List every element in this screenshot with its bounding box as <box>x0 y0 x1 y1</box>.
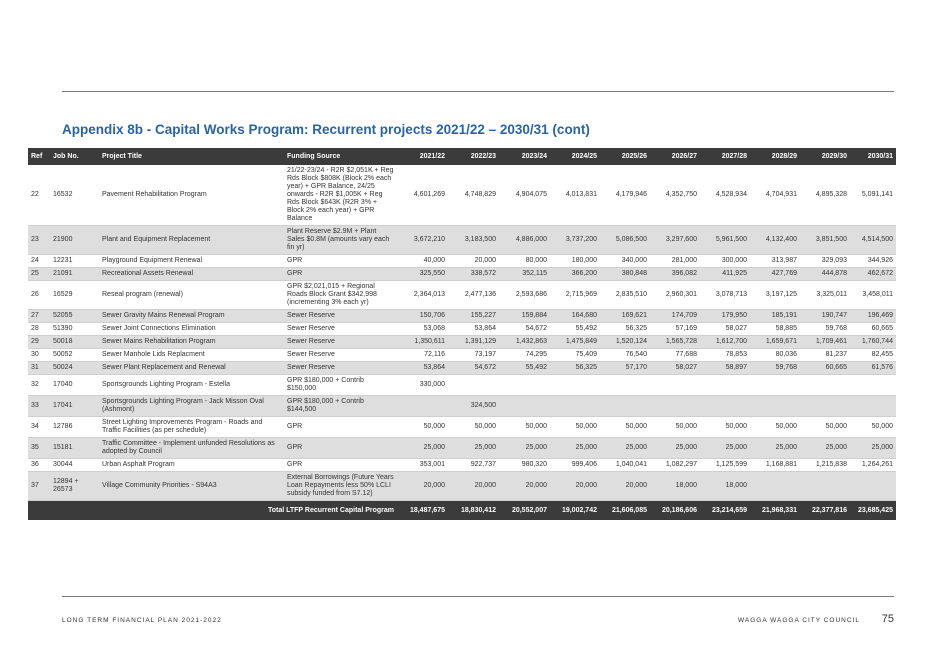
ref-cell: 22 <box>28 165 50 226</box>
year-value-cell: 53,864 <box>397 362 448 375</box>
year-value-cell: 18,000 <box>700 472 750 501</box>
year-value-cell: 59,768 <box>800 323 850 336</box>
table-row <box>28 396 896 417</box>
year-value-cell <box>499 375 550 396</box>
capital-works-table <box>28 148 896 520</box>
year-value-cell: 396,082 <box>650 268 700 281</box>
funding-source-cell: GPR <box>284 459 397 472</box>
year-value-cell: 338,572 <box>448 268 499 281</box>
year-value-cell: 366,200 <box>550 268 600 281</box>
job-number-cell: 30044 <box>50 459 99 472</box>
total-value: 18,830,412 <box>448 501 499 521</box>
job-number-cell: 16529 <box>50 281 99 310</box>
year-value-cell: 3,737,200 <box>550 226 600 255</box>
year-value-cell: 18,000 <box>650 472 700 501</box>
year-value-cell: 50,000 <box>750 417 800 438</box>
column-header: 2027/28 <box>700 148 750 165</box>
year-value-cell: 3,325,011 <box>800 281 850 310</box>
year-value-cell: 169,621 <box>600 310 650 323</box>
year-value-cell: 150,706 <box>397 310 448 323</box>
year-value-cell <box>850 396 896 417</box>
year-value-cell: 73,197 <box>448 349 499 362</box>
footer-council-name: WAGGA WAGGA CITY COUNCIL <box>738 617 860 624</box>
year-value-cell: 82,455 <box>850 349 896 362</box>
year-value-cell: 3,183,500 <box>448 226 499 255</box>
column-header: 2030/31 <box>850 148 896 165</box>
column-header: Project Title <box>99 148 284 165</box>
year-value-cell: 57,169 <box>650 323 700 336</box>
year-value-cell <box>550 396 600 417</box>
year-value-cell: 1,391,129 <box>448 336 499 349</box>
year-value-cell: 4,179,946 <box>600 165 650 226</box>
year-value-cell: 5,086,500 <box>600 226 650 255</box>
job-number-cell: 17040 <box>50 375 99 396</box>
column-header: 2026/27 <box>650 148 700 165</box>
year-value-cell <box>850 375 896 396</box>
year-value-cell: 58,027 <box>700 323 750 336</box>
year-value-cell: 20,000 <box>448 472 499 501</box>
ref-cell: 30 <box>28 349 50 362</box>
table-row <box>28 310 896 323</box>
column-header: Job No. <box>50 148 99 165</box>
table-row <box>28 268 896 281</box>
total-value: 23,214,659 <box>700 501 750 521</box>
year-value-cell: 55,492 <box>499 362 550 375</box>
year-value-cell: 58,897 <box>700 362 750 375</box>
year-value-cell: 185,191 <box>750 310 800 323</box>
project-title-cell: Sewer Plant Replacement and Renewal <box>99 362 284 375</box>
year-value-cell: 50,000 <box>800 417 850 438</box>
year-value-cell: 20,000 <box>499 472 550 501</box>
ref-cell: 23 <box>28 226 50 255</box>
year-value-cell: 325,550 <box>397 268 448 281</box>
year-value-cell: 3,078,713 <box>700 281 750 310</box>
ref-cell: 24 <box>28 255 50 268</box>
ref-cell: 33 <box>28 396 50 417</box>
year-value-cell: 2,835,510 <box>600 281 650 310</box>
project-title-cell: Reseal program (renewal) <box>99 281 284 310</box>
total-value: 18,487,675 <box>397 501 448 521</box>
year-value-cell: 1,040,041 <box>600 459 650 472</box>
ref-cell: 26 <box>28 281 50 310</box>
year-value-cell: 3,458,011 <box>850 281 896 310</box>
year-value-cell: 4,904,075 <box>499 165 550 226</box>
year-value-cell <box>700 375 750 396</box>
year-value-cell: 427,769 <box>750 268 800 281</box>
year-value-cell: 4,132,400 <box>750 226 800 255</box>
year-value-cell: 3,297,600 <box>650 226 700 255</box>
project-title-cell: Traffic Committee - Implement unfunded Resolutions as adopted by Council <box>99 438 284 459</box>
year-value-cell: 4,514,500 <box>850 226 896 255</box>
year-value-cell: 179,950 <box>700 310 750 323</box>
year-value-cell: 380,848 <box>600 268 650 281</box>
funding-source-cell: GPR <box>284 268 397 281</box>
total-value: 19,002,742 <box>550 501 600 521</box>
table-row <box>28 336 896 349</box>
total-value: 23,685,425 <box>850 501 896 521</box>
year-value-cell: 50,000 <box>550 417 600 438</box>
total-value: 21,606,085 <box>600 501 650 521</box>
year-value-cell: 25,000 <box>499 438 550 459</box>
year-value-cell: 1,709,461 <box>800 336 850 349</box>
year-value-cell: 1,215,838 <box>800 459 850 472</box>
year-value-cell: 2,364,013 <box>397 281 448 310</box>
job-number-cell: 50024 <box>50 362 99 375</box>
year-value-cell: 78,853 <box>700 349 750 362</box>
column-header: 2029/30 <box>800 148 850 165</box>
ref-cell: 27 <box>28 310 50 323</box>
column-header: 2022/23 <box>448 148 499 165</box>
year-value-cell: 58,027 <box>650 362 700 375</box>
table-row <box>28 281 896 310</box>
year-value-cell: 2,477,136 <box>448 281 499 310</box>
table-row <box>28 362 896 375</box>
year-value-cell <box>650 375 700 396</box>
year-value-cell: 1,612,700 <box>700 336 750 349</box>
year-value-cell: 4,013,831 <box>550 165 600 226</box>
column-header: 2021/22 <box>397 148 448 165</box>
year-value-cell <box>397 396 448 417</box>
year-value-cell: 59,768 <box>750 362 800 375</box>
year-value-cell: 80,000 <box>499 255 550 268</box>
column-header: 2024/25 <box>550 148 600 165</box>
table-row <box>28 438 896 459</box>
year-value-cell <box>600 375 650 396</box>
table-row <box>28 255 896 268</box>
funding-source-cell: GPR $2,021,015 + Regional Roads Block Grant $342,998 (incrementing 3% each yr) <box>284 281 397 310</box>
year-value-cell <box>550 375 600 396</box>
ref-cell: 34 <box>28 417 50 438</box>
year-value-cell: 60,665 <box>800 362 850 375</box>
year-value-cell: 922,737 <box>448 459 499 472</box>
year-value-cell: 20,000 <box>600 472 650 501</box>
year-value-cell: 20,000 <box>448 255 499 268</box>
year-value-cell: 25,000 <box>700 438 750 459</box>
ref-cell: 28 <box>28 323 50 336</box>
project-title-cell: Plant and Equipment Replacement <box>99 226 284 255</box>
funding-source-cell: GPR <box>284 417 397 438</box>
year-value-cell: 1,432,863 <box>499 336 550 349</box>
funding-source-cell: External Borrowings (Future Years Loan Repayments less 50% LCLI subsidy funded from S7.12) <box>284 472 397 501</box>
year-value-cell: 1,520,124 <box>600 336 650 349</box>
year-value-cell: 25,000 <box>850 438 896 459</box>
year-value-cell: 25,000 <box>600 438 650 459</box>
ref-cell: 35 <box>28 438 50 459</box>
year-value-cell: 1,264,261 <box>850 459 896 472</box>
year-value-cell <box>750 396 800 417</box>
year-value-cell: 155,227 <box>448 310 499 323</box>
total-value: 20,552,007 <box>499 501 550 521</box>
year-value-cell <box>499 396 550 417</box>
year-value-cell <box>700 396 750 417</box>
year-value-cell <box>750 375 800 396</box>
year-value-cell: 50,000 <box>850 417 896 438</box>
year-value-cell: 25,000 <box>448 438 499 459</box>
year-value-cell: 2,593,686 <box>499 281 550 310</box>
total-value: 21,968,331 <box>750 501 800 521</box>
year-value-cell: 54,672 <box>499 323 550 336</box>
project-title-cell: Playground Equipment Renewal <box>99 255 284 268</box>
page-number: 75 <box>881 613 894 625</box>
table-header-row <box>28 148 896 165</box>
job-number-cell: 50018 <box>50 336 99 349</box>
ref-cell: 32 <box>28 375 50 396</box>
project-title-cell: Sewer Manhole Lids Replacment <box>99 349 284 362</box>
project-title-cell: Urban Asphalt Program <box>99 459 284 472</box>
year-value-cell: 56,325 <box>600 323 650 336</box>
year-value-cell <box>448 375 499 396</box>
year-value-cell: 25,000 <box>397 438 448 459</box>
ref-cell: 31 <box>28 362 50 375</box>
column-header: Funding Source <box>284 148 397 165</box>
funding-source-cell: GPR <box>284 255 397 268</box>
job-number-cell: 17041 <box>50 396 99 417</box>
ref-cell: 36 <box>28 459 50 472</box>
year-value-cell: 61,576 <box>850 362 896 375</box>
job-number-cell: 16532 <box>50 165 99 226</box>
table-row <box>28 226 896 255</box>
footer-document-title: LONG TERM FINANCIAL PLAN 2021-2022 <box>62 617 222 624</box>
job-number-cell: 21900 <box>50 226 99 255</box>
column-header: 2028/29 <box>750 148 800 165</box>
total-value: 22,377,816 <box>800 501 850 521</box>
year-value-cell: 164,680 <box>550 310 600 323</box>
funding-source-cell: 21/22-23/24 - R2R $2,051K + Reg Rds Block $808K (Block 2% each year) + GPR Balance, 24/25 onwards - R2R $1,005K + Reg Rds Block $643K (R2R 3% + Block 2% each year) + GPR Balance <box>284 165 397 226</box>
year-value-cell: 300,000 <box>700 255 750 268</box>
year-value-cell <box>650 396 700 417</box>
year-value-cell: 50,000 <box>499 417 550 438</box>
year-value-cell: 74,295 <box>499 349 550 362</box>
year-value-cell: 330,000 <box>397 375 448 396</box>
year-value-cell: 4,352,750 <box>650 165 700 226</box>
year-value-cell: 55,492 <box>550 323 600 336</box>
year-value-cell: 1,350,611 <box>397 336 448 349</box>
year-value-cell: 462,672 <box>850 268 896 281</box>
year-value-cell: 25,000 <box>550 438 600 459</box>
ref-cell: 25 <box>28 268 50 281</box>
year-value-cell: 77,688 <box>650 349 700 362</box>
year-value-cell: 58,885 <box>750 323 800 336</box>
funding-source-cell: GPR $180,000 + Contrib $144,500 <box>284 396 397 417</box>
year-value-cell: 1,082,297 <box>650 459 700 472</box>
year-value-cell: 50,000 <box>700 417 750 438</box>
year-value-cell: 53,068 <box>397 323 448 336</box>
year-value-cell: 81,237 <box>800 349 850 362</box>
year-value-cell <box>800 396 850 417</box>
year-value-cell <box>800 472 850 501</box>
year-value-cell: 1,168,881 <box>750 459 800 472</box>
job-number-cell: 51390 <box>50 323 99 336</box>
year-value-cell: 190,747 <box>800 310 850 323</box>
job-number-cell: 50052 <box>50 349 99 362</box>
project-title-cell: Pavement Rehabilitation Program <box>99 165 284 226</box>
year-value-cell: 3,197,125 <box>750 281 800 310</box>
funding-source-cell: Sewer Reserve <box>284 310 397 323</box>
year-value-cell: 75,409 <box>550 349 600 362</box>
year-value-cell: 50,000 <box>650 417 700 438</box>
column-header: 2023/24 <box>499 148 550 165</box>
table-row <box>28 375 896 396</box>
year-value-cell: 57,170 <box>600 362 650 375</box>
year-value-cell: 4,704,931 <box>750 165 800 226</box>
year-value-cell: 80,036 <box>750 349 800 362</box>
year-value-cell: 1,760,744 <box>850 336 896 349</box>
project-title-cell: Sewer Mains Rehabilitation Program <box>99 336 284 349</box>
job-number-cell: 12894 + 26573 <box>50 472 99 501</box>
funding-source-cell: Sewer Reserve <box>284 362 397 375</box>
ref-cell: 37 <box>28 472 50 501</box>
year-value-cell: 3,672,210 <box>397 226 448 255</box>
year-value-cell: 53,864 <box>448 323 499 336</box>
year-value-cell: 444,878 <box>800 268 850 281</box>
year-value-cell: 76,540 <box>600 349 650 362</box>
table-row <box>28 323 896 336</box>
year-value-cell: 20,000 <box>550 472 600 501</box>
ref-cell: 29 <box>28 336 50 349</box>
year-value-cell: 56,325 <box>550 362 600 375</box>
job-number-cell: 15181 <box>50 438 99 459</box>
project-title-cell: Sportsgrounds Lighting Program - Estella <box>99 375 284 396</box>
year-value-cell: 174,709 <box>650 310 700 323</box>
funding-source-cell: GPR $180,000 + Contrib $150,000 <box>284 375 397 396</box>
job-number-cell: 52055 <box>50 310 99 323</box>
year-value-cell: 4,886,000 <box>499 226 550 255</box>
year-value-cell: 20,000 <box>397 472 448 501</box>
year-value-cell: 329,093 <box>800 255 850 268</box>
total-label: Total LTFP Recurrent Capital Program <box>28 501 397 521</box>
year-value-cell: 5,961,500 <box>700 226 750 255</box>
year-value-cell: 324,500 <box>448 396 499 417</box>
year-value-cell <box>600 396 650 417</box>
year-value-cell: 2,960,301 <box>650 281 700 310</box>
year-value-cell: 1,125,599 <box>700 459 750 472</box>
year-value-cell: 50,000 <box>600 417 650 438</box>
year-value-cell: 4,748,829 <box>448 165 499 226</box>
year-value-cell: 196,469 <box>850 310 896 323</box>
year-value-cell <box>750 472 800 501</box>
table-row <box>28 459 896 472</box>
year-value-cell: 344,926 <box>850 255 896 268</box>
year-value-cell: 25,000 <box>750 438 800 459</box>
year-value-cell: 3,851,500 <box>800 226 850 255</box>
year-value-cell: 180,000 <box>550 255 600 268</box>
year-value-cell: 159,884 <box>499 310 550 323</box>
year-value-cell: 25,000 <box>650 438 700 459</box>
total-row <box>28 501 896 521</box>
year-value-cell: 1,659,671 <box>750 336 800 349</box>
year-value-cell: 340,000 <box>600 255 650 268</box>
project-title-cell: Village Community Priorities - S94A3 <box>99 472 284 501</box>
year-value-cell: 54,672 <box>448 362 499 375</box>
year-value-cell: 50,000 <box>448 417 499 438</box>
table-row <box>28 165 896 226</box>
table-row <box>28 472 896 501</box>
year-value-cell: 411,925 <box>700 268 750 281</box>
funding-source-cell: Sewer Reserve <box>284 349 397 362</box>
year-value-cell: 72,116 <box>397 349 448 362</box>
project-title-cell: Sewer Gravity Mains Renewal Program <box>99 310 284 323</box>
job-number-cell: 12231 <box>50 255 99 268</box>
year-value-cell: 4,601,269 <box>397 165 448 226</box>
table-row <box>28 417 896 438</box>
funding-source-cell: Plant Reserve $2.9M + Plant Sales $0.8M (amounts vary each fin yr) <box>284 226 397 255</box>
top-rule <box>62 91 894 92</box>
funding-source-cell: Sewer Reserve <box>284 323 397 336</box>
year-value-cell: 4,895,328 <box>800 165 850 226</box>
project-title-cell: Sportsgrounds Lighting Program - Jack Misson Oval (Ashmont) <box>99 396 284 417</box>
year-value-cell: 352,115 <box>499 268 550 281</box>
year-value-cell: 40,000 <box>397 255 448 268</box>
year-value-cell: 1,475,849 <box>550 336 600 349</box>
bottom-rule <box>62 596 894 597</box>
year-value-cell: 281,000 <box>650 255 700 268</box>
year-value-cell: 25,000 <box>800 438 850 459</box>
year-value-cell: 60,665 <box>850 323 896 336</box>
project-title-cell: Street Lighting Improvements Program - Roads and Traffic Facilities (as per schedule) <box>99 417 284 438</box>
year-value-cell: 2,715,969 <box>550 281 600 310</box>
year-value-cell: 1,565,728 <box>650 336 700 349</box>
page-title: Appendix 8b - Capital Works Program: Recurrent projects 2021/22 – 2030/31 (cont) <box>62 122 590 137</box>
year-value-cell: 353,001 <box>397 459 448 472</box>
year-value-cell <box>850 472 896 501</box>
year-value-cell: 999,406 <box>550 459 600 472</box>
job-number-cell: 12786 <box>50 417 99 438</box>
year-value-cell: 50,000 <box>397 417 448 438</box>
column-header: 2025/26 <box>600 148 650 165</box>
funding-source-cell: Sewer Reserve <box>284 336 397 349</box>
project-title-cell: Recreational Assets Renewal <box>99 268 284 281</box>
project-title-cell: Sewer Joint Connections Elimination <box>99 323 284 336</box>
year-value-cell <box>800 375 850 396</box>
total-value: 20,186,606 <box>650 501 700 521</box>
table-row <box>28 349 896 362</box>
year-value-cell: 313,987 <box>750 255 800 268</box>
funding-source-cell: GPR <box>284 438 397 459</box>
column-header: Ref <box>28 148 50 165</box>
year-value-cell: 4,528,934 <box>700 165 750 226</box>
job-number-cell: 21091 <box>50 268 99 281</box>
year-value-cell: 980,320 <box>499 459 550 472</box>
year-value-cell: 5,091,141 <box>850 165 896 226</box>
